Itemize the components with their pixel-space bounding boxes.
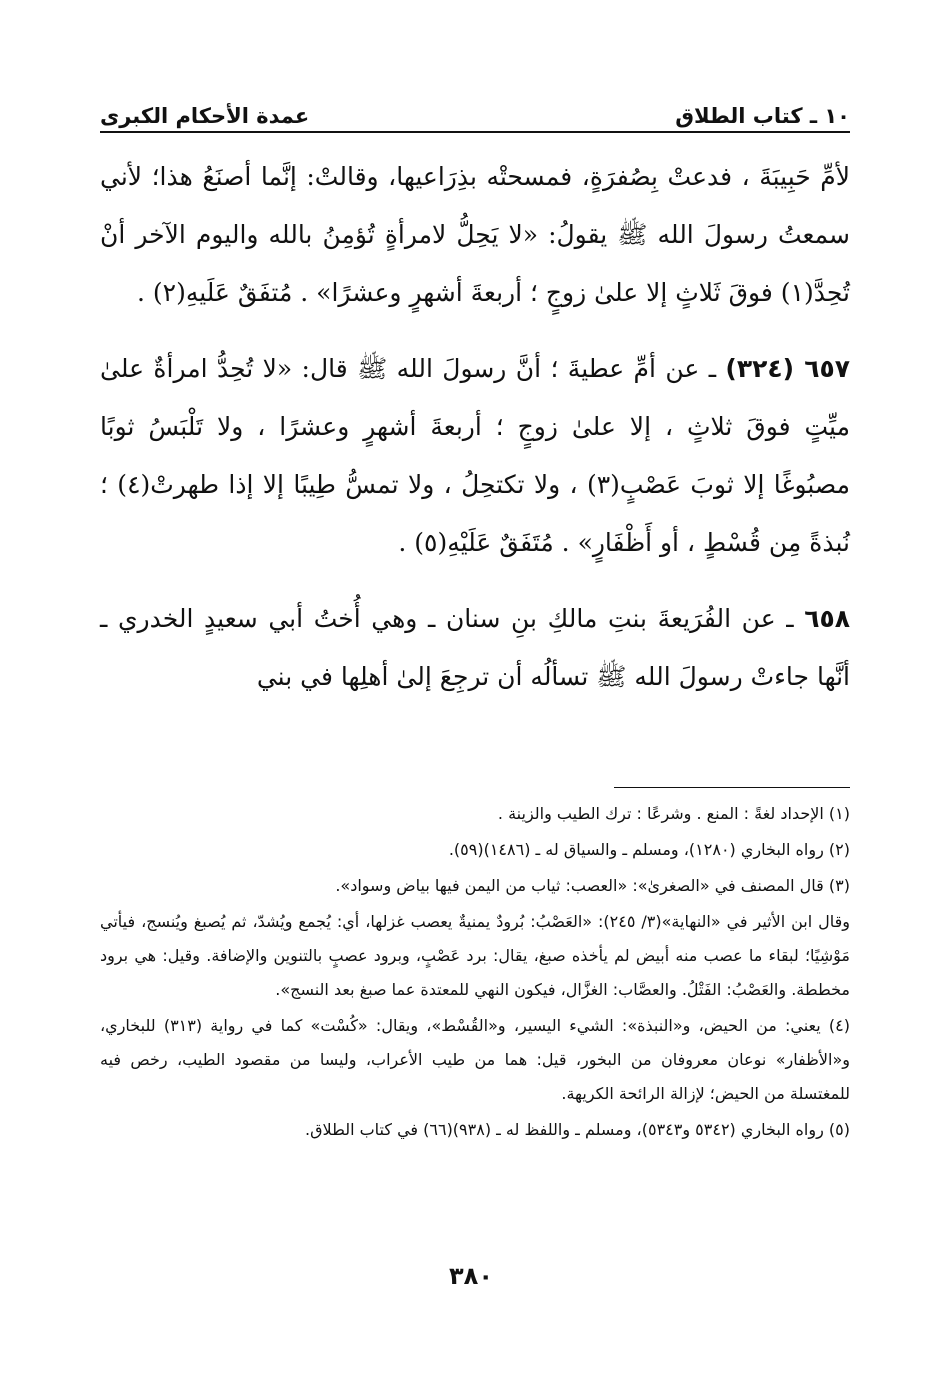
page-number: ٣٨٠ [449,1262,493,1290]
chapter-title: ١٠ ـ كتاب الطلاق [675,104,850,128]
book-title: عمدة الأحكام الكبرى [100,104,310,128]
footnote-3-continued: وقال ابن الأثير في «النهاية»(٣/ ٢٤٥): «العَصْبُ: بُرودٌ يمنيةٌ يعصب غزلها، أي: يُجمع ويُشدّ، ثم يُصبغ ويُنسج، فيأتي مَوْشِيًا؛ لبقاء ما عصب منه أبيض لم يأخذه صبغ، يقال: برد عَصْبٍ، وبرود عصبٍ بالتنوين والإضافة. وقيل: هي برود مخططة. والعَصْبُ: الفَتْلُ. والعصَّاب: الغزَّال، فيكون النهي للمعتدة عما صبغ بعد النسج». [100,912,851,999]
hadith-657-text: ـ عن أمِّ عطيةَ ؛ أنَّ رسولَ الله ﷺ قال: «لا تُحِدُّ امرأةٌ علىٰ ميِّتٍ فوقَ ثلاثٍ ، إلا علىٰ زوجٍ ؛ أربعةَ أشهرٍ وعشرًا ، ولا تَلْبَسُ ثوبًا مصبُوغًا إلا ثوبَ عَصْبٍ(٣) ، ولا تكتحِلُ ، ولا تمسُّ طِيبًا إلا إذا طهرتْ(٤) ؛ نُبذةً مِن قُسْطٍ ، أو أَظْفَارٍ» . مُتَفَقٌ عَلَيْهِ(٥) . [100,354,850,557]
footnote-4: (٤) يعني: من الحيض، و«النبذة»: الشيء اليسير، و«القُسْط»، ويقال: «كُسْت» كما في رواية (٣١٣) للبخاري، و«الأظفار» نوعان معروفان من البخور، قيل: هما من طيب الأعراب، وليسا من مقصود الطيب، رخص فيه للمغتسلة من الحيض؛ لإزالة الرائحة الكريهة. [100,1016,850,1103]
footnote-2: (٢) رواه البخاري (١٢٨٠)، ومسلم ـ والسياق له ـ (١٤٨٦)(٥٩). [448,840,850,859]
main-text [100,148,850,724]
hadith-number-658: ٦٥٨ [804,604,850,633]
footnote-rule [614,787,850,788]
header-rule [100,131,850,133]
hadith-658 [100,590,850,706]
hadith-657 [100,340,850,572]
paragraph-continuation: لأمِّ حَبِيبَةَ ، فدعتْ بِصُفرَةٍ، فمسحتْه بذِرَاعيها، وقالتْ: إنَّما أصنَعُ هذا؛ لأني سمعتُ رسولَ الله ﷺ يقولُ: «لا يَحِلُّ لامرأةٍ تُؤمِنُ بالله واليوم الآخر أنْ تُحِدَّ(١) فوقَ ثَلاثٍ إلا علىٰ زوجٍ ؛ أربعةَ أشهرٍ وعشرًا» . مُتفَقٌ عَلَيهِ(٢) . [100,162,850,307]
footnote-5: (٥) رواه البخاري (٥٣٤٢ و٥٣٤٣)، ومسلم ـ واللفظ له ـ (٩٣٨)(٦٦) في كتاب الطلاق. [305,1120,850,1139]
hadith-number-657: ٦٥٧ (٣٢٤) [725,354,850,383]
footnote-3: (٣) قال المصنف في «الصغرىٰ»: «العصب: ثياب من اليمن فيها بياض وسواد». [335,876,850,895]
hadith-658-text: ـ عن الفُرَيعةَ بنتِ مالكِ بنِ سنان ـ وهي أُختُ أبي سعيدٍ الخدري ـ أنَّها جاءتْ رسولَ الله ﷺ تسألُه أن ترجِعَ إلىٰ أهلِها في بني [100,604,850,691]
footnote-1: (١) الإحداد لغةً : المنع . وشرعًا : ترك الطيب والزينة . [497,804,850,823]
running-header [100,86,850,128]
footnotes [100,797,850,1149]
